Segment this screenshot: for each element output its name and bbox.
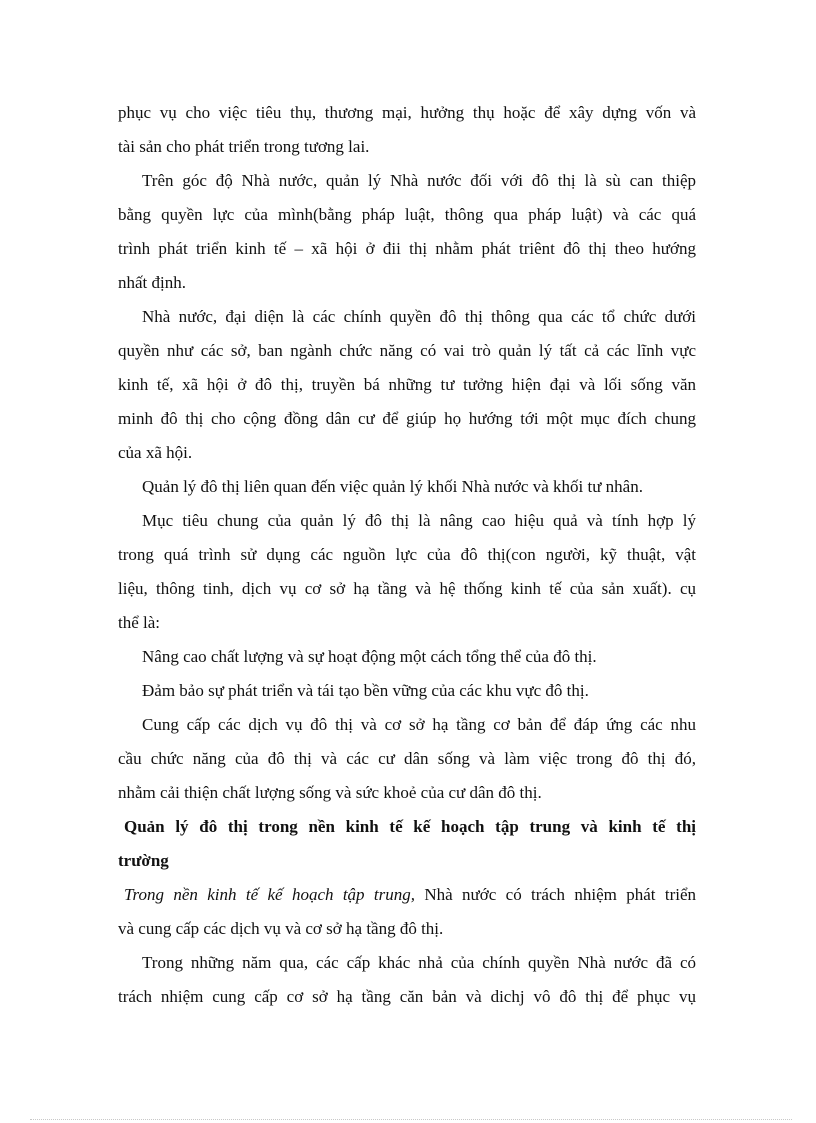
document-page xyxy=(118,96,696,1014)
paragraph-9-line-1 xyxy=(118,878,696,912)
paragraph-4-line-1: Quản lý đô thị liên quan đến việc quản lý khối Nhà nước và khối tư nhân. xyxy=(142,477,643,496)
paragraph-3-line-3: kinh tế, xã hội ở đô thị, truyền bá những tư tưởng hiện đại và lối sống văn xyxy=(118,375,696,394)
paragraph-1-line-1: phục vụ cho việc tiêu thụ, thương mại, hưởng thụ hoặc để xây dựng vốn và xyxy=(118,103,696,122)
paragraph-3-line-1: Nhà nước, đại diện là các chính quyền đô thị thông qua các tổ chức dưới xyxy=(142,307,696,326)
paragraph-8-line-1: Cung cấp các dịch vụ đô thị và cơ sở hạ tầng cơ bản để đáp ứng các nhu xyxy=(142,715,696,734)
section-heading-line-1: Quản lý đô thị trong nền kinh tế kế hoạch tập trung và kinh tế thị xyxy=(124,817,696,836)
paragraph-2-line-3: trình phát triển kinh tế – xã hội ở đii thị nhằm phát triênt đô thị theo hướng xyxy=(118,239,696,258)
paragraph-6-line-1: Nâng cao chất lượng và sự hoạt động một cách tổng thể của đô thị. xyxy=(142,647,597,666)
italic-lead-phrase: Trong nền kinh tế kế hoạch tập trung, xyxy=(124,885,416,904)
paragraph-5-line-4: thể là: xyxy=(118,613,161,632)
paragraph-3-line-5: của xã hội. xyxy=(118,443,193,462)
paragraph-2-line-2: bằng quyền lực của mình(bằng pháp luật, thông qua pháp luật) và các quá xyxy=(118,205,696,224)
paragraph-9-line-2: và cung cấp các dịch vụ và cơ sở hạ tầng đô thị. xyxy=(118,919,444,938)
paragraph-10-line-1: Trong những năm qua, các cấp khác nhả của chính quyền Nhà nước đã có xyxy=(142,953,696,972)
paragraph-5-line-1: Mục tiêu chung của quản lý đô thị là nâng cao hiệu quả và tính hợp lý xyxy=(142,511,696,530)
page-bottom-divider xyxy=(30,1119,792,1120)
paragraph-3-line-4: minh đô thị cho cộng đồng dân cư để giúp họ hướng tới một mục đích chung xyxy=(118,409,696,428)
paragraph-2-line-1: Trên góc độ Nhà nước, quản lý Nhà nước đối với đô thị là sù can thiệp xyxy=(142,171,696,190)
paragraph-5-line-3: liệu, thông tinh, dịch vụ cơ sở hạ tầng và hệ thống kinh tế của sản xuất). cụ xyxy=(118,579,696,598)
paragraph-8-line-3: nhằm cải thiện chất lượng sống và sức khoẻ của cư dân đô thị. xyxy=(118,783,542,802)
paragraph-9-line-1-text: Nhà nước có trách nhiệm phát triển xyxy=(424,885,696,904)
paragraph-7-line-1: Đảm bảo sự phát triển và tái tạo bền vững của các khu vực đô thị. xyxy=(142,681,589,700)
paragraph-3-line-2: quyền như các sở, ban ngành chức năng có vai trò quản lý tất cả các lĩnh vực xyxy=(118,341,696,360)
paragraph-5-line-2: trong quá trình sử dụng các nguồn lực của đô thị(con người, kỹ thuật, vật xyxy=(118,545,696,564)
paragraph-2-line-4: nhất định. xyxy=(118,273,186,292)
paragraph-1-line-2: tài sản cho phát triển trong tương lai. xyxy=(118,137,370,156)
paragraph-10-line-2: trách nhiệm cung cấp cơ sở hạ tầng căn bản và dichj vô đô thị để phục vụ xyxy=(118,987,696,1006)
section-heading-line-2: trường xyxy=(118,851,169,870)
paragraph-8-line-2: cầu chức năng của đô thị và các cư dân sống và làm việc trong đô thị đó, xyxy=(118,749,696,768)
